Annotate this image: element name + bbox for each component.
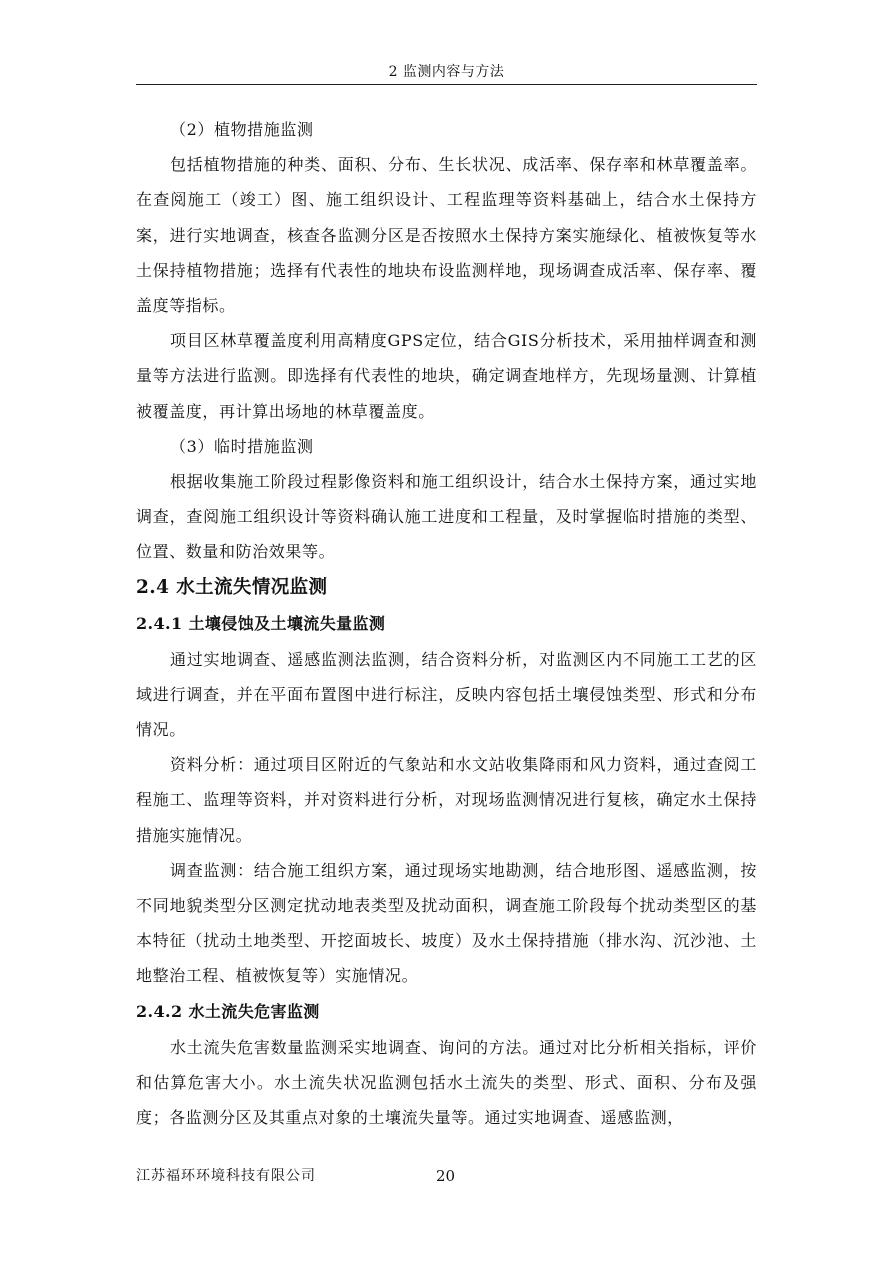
section-2-4-1-paragraph-3: 调查监测：结合施工组织方案，通过现场实地勘测，结合地形图、遥感监测，按不同地貌类型分区测定扰动地表类型及扰动面积，调查施工阶段每个扰动类型区的基本特征（扰动土地类型、开挖面坡长、坡度）及水土保持措施（排水沟、沉沙池、土地整治工程、植被恢复等）实施情况。 (136, 860, 757, 986)
page-number: 20 (436, 1167, 456, 1185)
section-2-4-heading: 2.4 水土流失情况监测 (136, 576, 328, 598)
footer-company-name: 江苏福环环境科技有限公司 (136, 1168, 316, 1184)
page-footer (136, 1164, 757, 1188)
vegetation-measures-heading: （2）植物措施监测 (170, 120, 314, 139)
running-header: 2 监测内容与方法 (136, 60, 757, 85)
section-2-4-1-heading: 2.4.1 土壤侵蚀及土壤流失量监测 (136, 613, 386, 633)
vegetation-measures-paragraph-1: 包括植物措施的种类、面积、分布、生长状况、成活率、保存率和林草覆盖率。在查阅施工（竣工）图、施工组织设计、工程监理等资料基础上，结合水土保持方案，进行实地调查，核查各监测分区是否按照水土保持方案实施绿化、植被恢复等水土保持植物措施；选择有代表性的地块布设监测样地，现场调查成活率、保存率、覆盖度等指标。 (136, 155, 757, 316)
vegetation-measures-paragraph-2: 项目区林草覆盖度利用高精度GPS定位，结合GIS分析技术，采用抽样调查和测量等方法进行监测。即选择有代表性的地块，确定调查地样方，先现场量测、计算植被覆盖度，再计算出场地的林草覆盖度。 (136, 331, 757, 421)
section-2-4-1-paragraph-2: 资料分析：通过项目区附近的气象站和水文站收集降雨和风力资料，通过查阅工程施工、监理等资料，并对资料进行分析，对现场监测情况进行复核，确定水土保持措施实施情况。 (136, 755, 757, 845)
section-2-4-2-paragraph-1: 水土流失危害数量监测采实地调查、询问的方法。通过对比分析相关指标，评价和估算危害大小。水土流失状况监测包括水土流失的类型、形式、面积、分布及强度；各监测分区及其重点对象的土壤流失量等。通过实地调查、遥感监测， (136, 1037, 757, 1128)
page-body (136, 112, 757, 1135)
temporary-measures-heading: （3）临时措施监测 (170, 436, 314, 456)
section-2-4-1-paragraph-1: 通过实地调查、遥感监测法监测，结合资料分析，对监测区内不同施工工艺的区域进行调查，并在平面布置图中进行标注，反映内容包括土壤侵蚀类型、形式和分布情况。 (136, 649, 757, 740)
section-2-4-2-heading: 2.4.2 水土流失危害监测 (136, 1001, 320, 1021)
temporary-measures-paragraph: 根据收集施工阶段过程影像资料和施工组织设计，结合水土保持方案，通过实地调查，查阅施工组织设计等资料确认施工进度和工程量，及时掌握临时措施的类型、位置、数量和防治效果等。 (136, 472, 757, 562)
